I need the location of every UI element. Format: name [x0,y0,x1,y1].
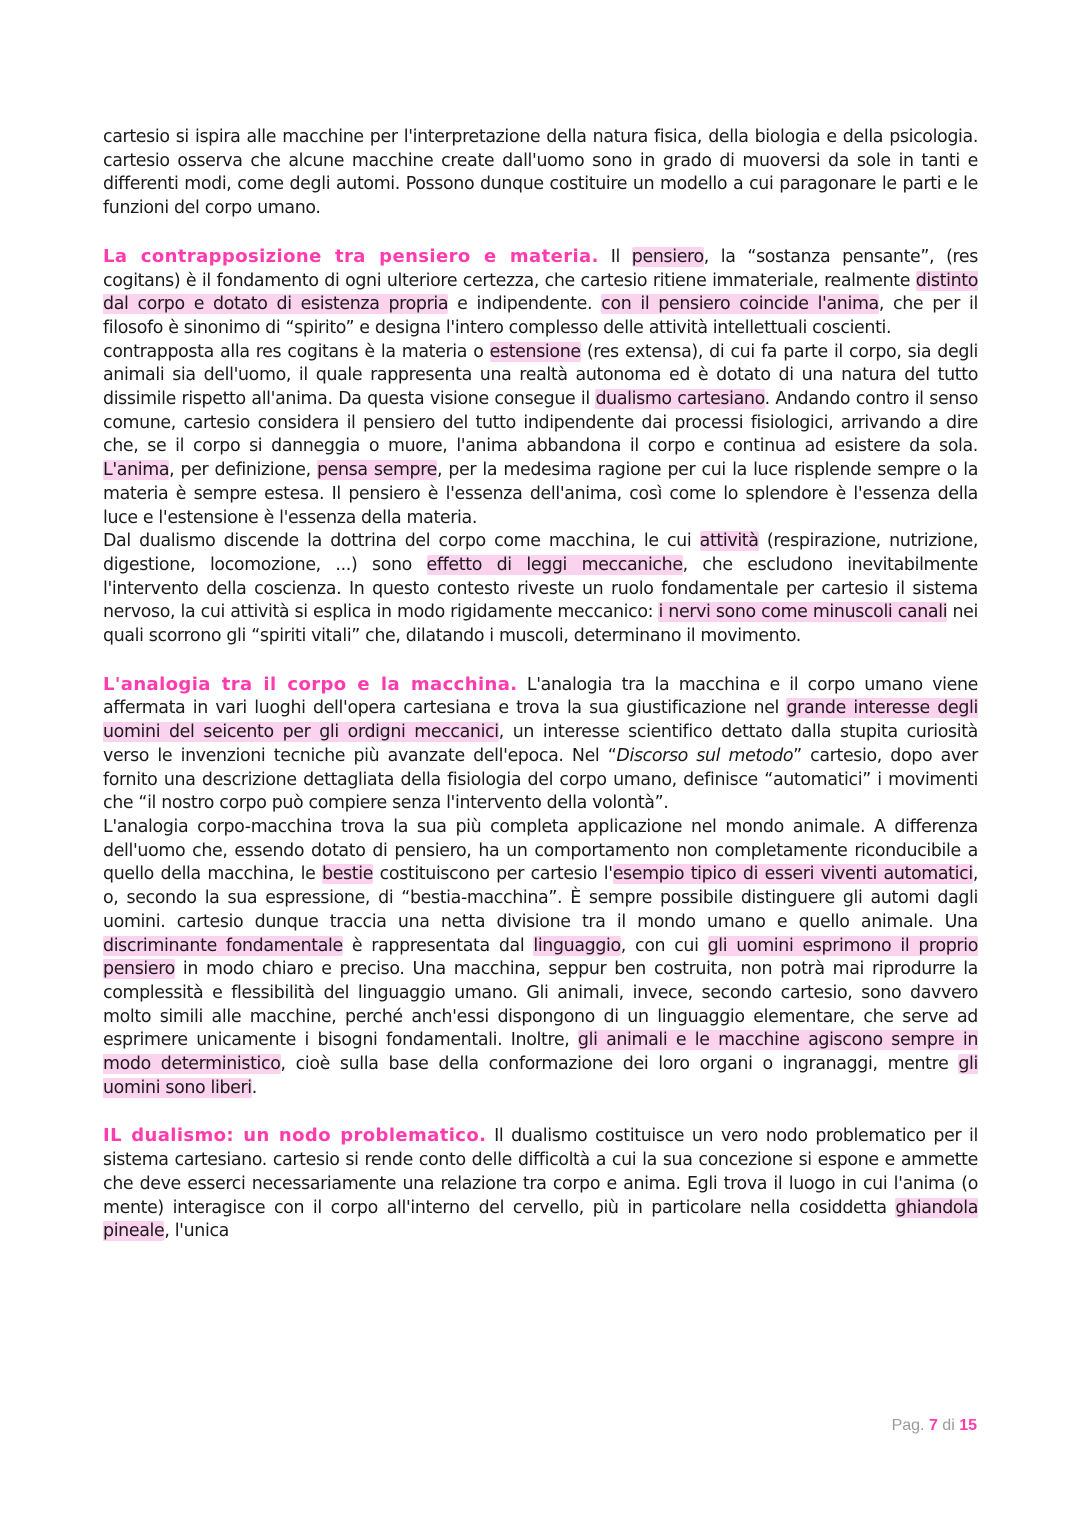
text-run: nei quali scorrono gli “spiriti vitali” che, dilatando i muscoli, determinano il movimento. [103,602,978,647]
text-run: . Andando contro il senso comune, cartesio considera il pensiero del tutto indipendente dai processi fisiologici, arrivando a dire che, se il corpo si danneggia o muore, l'anima abbandona il corpo e continua ad esistere da sola. [103,389,978,457]
italic-title: Discorso sul metodo [616,745,794,766]
highlighted-text: esempio tipico di esseri viventi automatici [612,864,973,885]
highlighted-text: gli uomini sono liberi [103,1054,978,1098]
text-run: , per definizione, [169,460,317,481]
page-prefix: Pag. [891,1417,925,1434]
highlighted-text: pensa sempre [316,460,438,481]
highlighted-text: effetto di leggi meccaniche [426,554,683,575]
highlighted-text: dualismo cartesiano [595,389,765,410]
text-run: , l'unica [164,1221,229,1242]
text-run: , per la medesima ragione per cui la luce risplende sempre o la materia è sempre estesa. Il pensiero è l'essenza dell'anima, così come lo splendore è l'essenza della luce e l'estensione è l'essenza della materia. [103,460,979,528]
text-run: , che escludono inevitabilmente l'intervento della coscienza. In questo contesto riveste un ruolo fondamentale per cartesio il sistema nervoso, la cui attività si esplica in modo rigidamente meccanico: [103,554,978,623]
text-run: , un interesse scientifico dettato dalla stupita curiosità verso le invenzioni tecniche più avanzate dell'epoca. Nel “ [103,722,978,766]
paragraph [103,245,978,341]
page-current: 7 [928,1417,938,1434]
section-heading: IL dualismo: un nodo problematico. [103,1125,487,1147]
text-run: ” cartesio, dopo aver fornito una descrizione dettagliata della fisiologia del corpo umano, definisce “automatici” i movimenti che “il nostro corpo può compiere senza l'intervento della volontà”. [103,745,978,814]
paragraph [103,673,978,816]
highlighted-text: gli uomini esprimono il proprio pensiero [103,935,978,980]
highlighted-text: gli animali e le macchine agiscono sempre in modo deterministico [103,1030,978,1075]
highlighted-text: bestie [322,864,374,885]
text-run: Il [598,246,632,267]
text-run: , cioè sulla base della conformazione dei loro organi o ingranaggi, mentre [280,1054,959,1075]
text-run: Dal dualismo discende la dottrina del corpo come macchina, le cui [103,531,700,552]
highlighted-text: attività [699,531,759,552]
text-run: costituiscono per cartesio l' [373,864,613,885]
document-page [103,126,978,1244]
highlighted-text: distinto dal corpo e dotato di esistenza propria [103,270,978,315]
page-number [892,1417,977,1435]
paragraph [103,1124,978,1244]
page-total: 15 [959,1417,977,1434]
highlighted-text: pensiero [631,246,704,267]
text-run: cartesio si ispira alle macchine per l'interpretazione della natura fisica, della biologia e della psicologia. cartesio osserva che alcune macchine create dall'uomo sono in grado di muoversi da sole in tanti e differenti modi, come degli automi. Possono dunque costituire un modello a cui paragonare le parti e le funzioni del corpo umano. [103,127,978,219]
section-heading: L'analogia tra il corpo e la macchina. [103,673,518,695]
paragraph [103,126,978,221]
paragraph [103,341,978,531]
text-run: L'analogia corpo-macchina trova la sua più completa applicazione nel mondo animale. A differenza dell'uomo che, essendo dotato di pensiero, ha un comportamento non completamente riconducibile a quello della macchina, le [103,816,978,885]
text-run: L'analogia tra la macchina e il corpo umano viene affermata in vari luoghi dell'opera cartesiana e trova la sua giustificazione nel [103,674,978,719]
highlighted-text: i nervi sono come minuscoli canali [658,602,948,623]
highlighted-text: ghiandola pineale [103,1197,978,1242]
text-run: e indipendente. [448,294,602,315]
highlighted-text: linguaggio [533,935,621,956]
paragraph [103,530,978,649]
section-heading: La contrapposizione tra pensiero e materia. [103,245,599,267]
text-run: in modo chiaro e preciso. Una macchina, seppur ben costruita, non potrà mai riprodurre la complessità e flessibilità del linguaggio umano. Gli animali, invece, secondo cartesio, sono davvero molto simili alle macchine, perché anch'essi dispongono di un linguaggio elementare, che serve ad esprimere unicamente i bisogni fondamentali. Inoltre, [103,959,978,1051]
highlighted-text: grande interesse degli uomini del seicento per gli ordigni meccanici [103,698,978,743]
text-run: , con cui [620,935,708,956]
text-run: (respirazione, nutrizione, digestione, locomozione, ...) sono [103,531,978,575]
text-run: , che per il filosofo è sinonimo di “spirito” e designa l'intero complesso delle attività intellettuali coscienti. [103,294,979,338]
highlighted-text: L'anima [103,460,170,481]
highlighted-text: con il pensiero coincide l'anima [601,294,879,315]
text-run: , o, secondo la sua espressione, di “bestia-macchina”. È sempre possibile distinguere gli automi dagli uomini. cartesio dunque traccia una netta divisione tra il mondo umano e quello animale. Una [103,864,978,932]
paragraph [103,816,978,1100]
highlighted-text: discriminante fondamentale [103,935,343,956]
text-run: . [251,1077,257,1098]
text-run: (res extensa), di cui fa parte il corpo, sia degli animali sia dell'uomo, il quale rappresenta una realtà autonoma ed è dotato di una natura del tutto dissimile rispetto all'anima. Da questa visione consegue il [103,341,978,410]
text-run: è rappresentata dal [342,935,534,956]
text-run: Il dualismo costituisce un vero nodo problematico per il sistema cartesiano. cartesio si rende conto delle difficoltà a cui la sua concezione si espone e ammette che deve esserci necessariamente una relazione tra corpo e anima. Egli trova il luogo in cui l'anima (o mente) interagisce con il corpo all'interno del cervello, più in particolare nella cosiddetta [103,1126,978,1218]
text-run: contrapposta alla res cogitans è la materia o [103,341,490,362]
page-sep: di [942,1417,955,1434]
text-run: , la “sostanza pensante”, (res cogitans) è il fondamento di ogni ulteriore certezza, che cartesio ritiene immateriale, realmente [103,246,978,291]
highlighted-text: estensione [489,341,581,362]
